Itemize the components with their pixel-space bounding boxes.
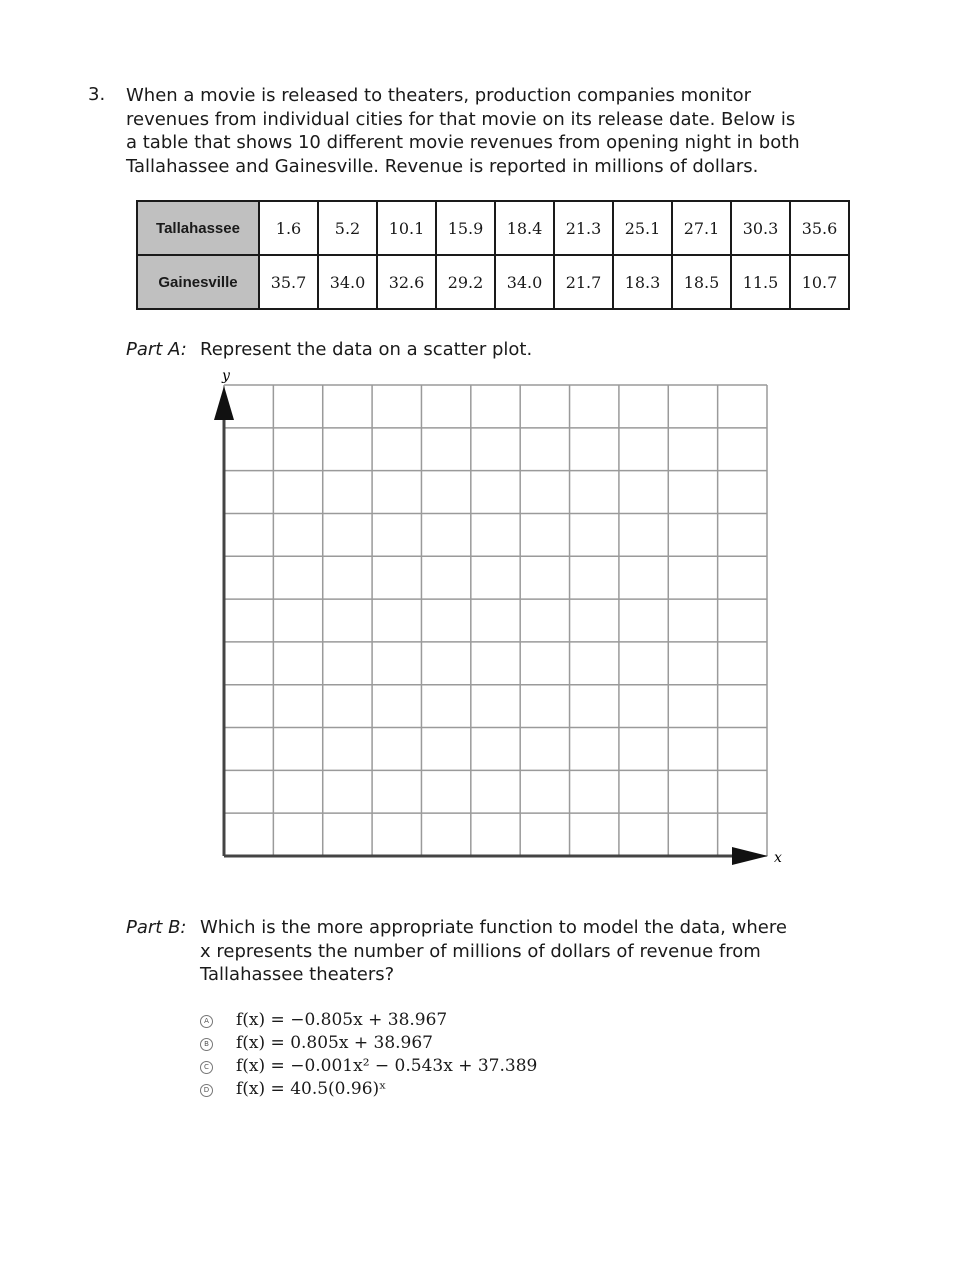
table-cell: 11.5 xyxy=(731,255,790,309)
table-cell: 5.2 xyxy=(318,201,377,255)
table-cell: 35.6 xyxy=(790,201,849,255)
table-cell: 25.1 xyxy=(613,201,672,255)
table-cell: 1.6 xyxy=(259,201,318,255)
table-cell: 18.4 xyxy=(495,201,554,255)
part-b-text xyxy=(200,916,880,987)
part-a-label: Part A: xyxy=(126,339,187,360)
part-b-line: Tallahassee theaters? xyxy=(200,964,395,985)
table-cell: 35.7 xyxy=(259,255,318,309)
table-cell: 18.3 xyxy=(613,255,672,309)
table-cell: 15.9 xyxy=(436,201,495,255)
x-axis-arrow-icon xyxy=(732,847,768,865)
table-cell: 34.0 xyxy=(318,255,377,309)
table-cell: 18.5 xyxy=(672,255,731,309)
table-row-gainesville xyxy=(137,255,849,309)
y-axis-label: y xyxy=(222,368,230,384)
choice-b-bubble[interactable]: B xyxy=(200,1038,213,1051)
row-header-tallahassee: Tallahassee xyxy=(137,201,259,255)
table-cell: 21.7 xyxy=(554,255,613,309)
choice-a-formula: f(x) = −0.805x + 38.967 xyxy=(236,1010,448,1030)
question-line: a table that shows 10 different movie revenues from opening night in both xyxy=(126,132,800,153)
choice-c-bubble[interactable]: C xyxy=(200,1061,213,1074)
question-line: Tallahassee and Gainesville. Revenue is reported in millions of dollars. xyxy=(126,155,759,177)
table-cell: 10.1 xyxy=(377,201,436,255)
question-line: revenues from individual cities for that movie on its release date. Below is xyxy=(126,108,796,130)
y-axis-arrow-icon xyxy=(214,386,234,420)
part-b-line: x represents the number of millions of dollars of revenue from xyxy=(200,940,761,962)
table-cell: 30.3 xyxy=(731,201,790,255)
row-header-gainesville: Gainesville xyxy=(137,255,259,309)
question-line: When a movie is released to theaters, production companies monitor xyxy=(126,85,752,106)
table-row-tallahassee xyxy=(137,201,849,255)
choice-a-bubble[interactable]: A xyxy=(200,1015,213,1028)
revenue-table xyxy=(136,200,850,310)
part-a-text: Represent the data on a scatter plot. xyxy=(200,339,533,360)
table-cell: 10.7 xyxy=(790,255,849,309)
table-cell: 27.1 xyxy=(672,201,731,255)
table-cell: 21.3 xyxy=(554,201,613,255)
question-text xyxy=(126,84,886,178)
choice-d-formula: f(x) = 40.5(0.96)ˣ xyxy=(236,1079,387,1099)
grid-lines xyxy=(224,385,767,856)
scatter-plot-grid[interactable] xyxy=(200,362,800,872)
table-cell: 29.2 xyxy=(436,255,495,309)
choice-c-formula: f(x) = −0.001x² − 0.543x + 37.389 xyxy=(236,1056,538,1076)
table-cell: 34.0 xyxy=(495,255,554,309)
x-axis-label: x xyxy=(774,850,782,866)
choice-b-formula: f(x) = 0.805x + 38.967 xyxy=(236,1033,433,1053)
part-b-label: Part B: xyxy=(126,917,187,938)
question-number: 3. xyxy=(88,84,106,105)
part-b-line: Which is the more appropriate function to model the data, where xyxy=(200,917,787,938)
table-cell: 32.6 xyxy=(377,255,436,309)
choice-d-bubble[interactable]: D xyxy=(200,1084,213,1097)
